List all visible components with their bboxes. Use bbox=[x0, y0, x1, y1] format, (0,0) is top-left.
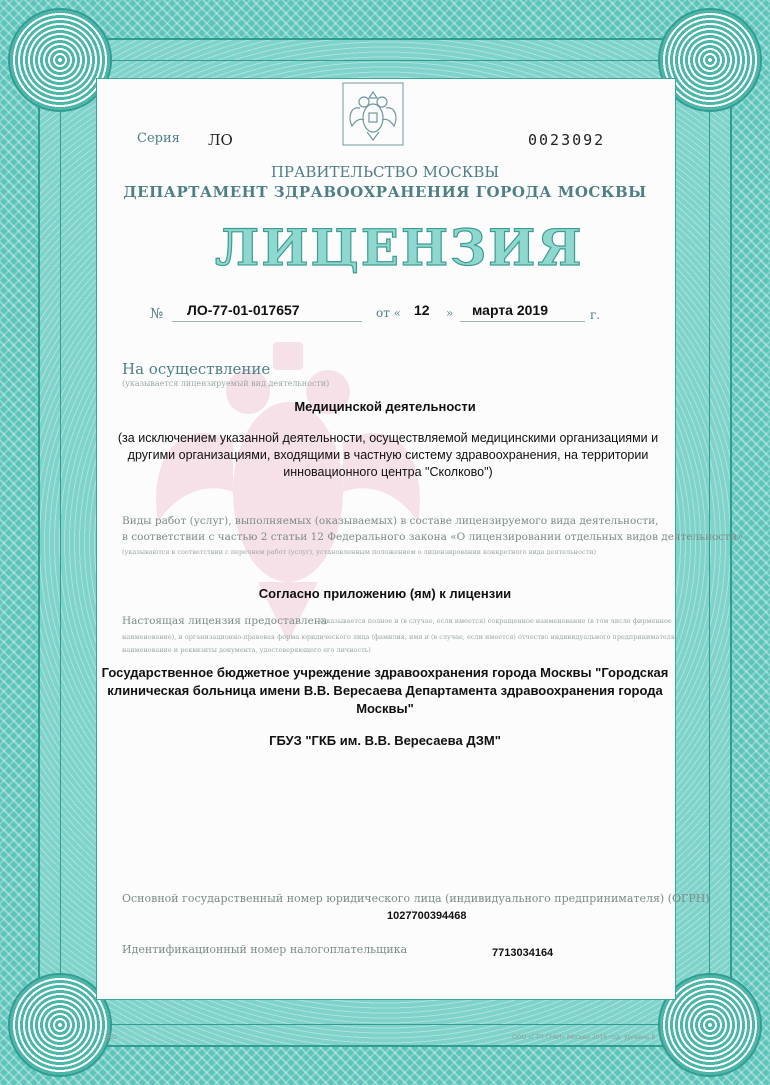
government-name: ПРАВИТЕЛЬСТВО МОСКВЫ bbox=[270, 163, 500, 181]
inn-label: Идентификационный номер налогоплательщика bbox=[122, 943, 408, 956]
activity-heading-note: (указывается лицензируемый вид деятельности) bbox=[122, 379, 330, 388]
activity-exclusion: (за исключением указанной деятельности, осуществляемой медицинскими организациями и другими организациями, входящими в частную систему здравоохранения, на территории инновационного центра "Сколково") bbox=[117, 431, 659, 479]
series-label: Серия bbox=[137, 131, 180, 146]
series-value: ЛО bbox=[208, 131, 233, 149]
holder-note-1: (указывается полное и (в случае, если имеется) сокращенное наименование (в том числе фирменное bbox=[320, 617, 672, 625]
license-month-year: марта 2019 bbox=[472, 302, 549, 318]
from-label: от « bbox=[376, 306, 402, 320]
number-underline bbox=[172, 321, 362, 322]
works-value: Согласно приложению (ям) к лицензии bbox=[258, 586, 512, 601]
holder-full-name: Государственное бюджетное учреждение здравоохранения города Москвы "Городская клиническая больница имени В.В. Вересаева Департамента здравоохранения города Москвы" bbox=[101, 665, 669, 716]
form-number: 0023092 bbox=[528, 131, 606, 149]
license-day: 12 bbox=[414, 302, 430, 318]
holder-note-3: наименование и реквизиты документа, удостоверяющего его личность) bbox=[122, 646, 371, 654]
ogrn-label: Основной государственный номер юридического лица (индивидуального предпринимателя) (ОГРН) bbox=[122, 892, 710, 905]
license-number: ЛО-77-01-017657 bbox=[187, 302, 300, 318]
holder-short-name: ГБУЗ "ГКБ им. В.В. Вересаева ДЗМ" bbox=[269, 733, 501, 748]
works-note: (указываются в соответствии с перечнем работ (услуг), установленным положением о лицензировании конкретного вида деятельности) bbox=[122, 548, 596, 556]
footer-left-code: ЗАО bbox=[104, 1034, 117, 1041]
ogrn-value: 1027700394468 bbox=[387, 910, 467, 922]
date-underline bbox=[460, 321, 585, 322]
holder-label: Настоящая лицензия предоставлена bbox=[122, 615, 328, 627]
holder-note-2: наименование), и организационно-правовая форма юридического лица (фамилия, имя и (в случае, если имеется) отчество индивидуального предпринимателя, bbox=[122, 633, 678, 641]
department-name: ДЕПАРТАМЕНТ ЗДРАВООХРАНЕНИЯ ГОРОДА МОСКВЫ bbox=[123, 183, 647, 201]
works-label-line1: Виды работ (услуг), выполняемых (оказываемых) в составе лицензируемого вида деятельности, bbox=[122, 515, 659, 527]
coat-of-arms-icon bbox=[342, 82, 404, 146]
activity-heading: На осуществление bbox=[122, 360, 271, 378]
license-title: ЛИЦЕНЗИЯ bbox=[215, 218, 584, 277]
works-label-line2: в соответствии с частью 2 статьи 12 Федерального закона «О лицензировании отдельных видов деятельности» bbox=[122, 531, 744, 543]
inn-value: 7713034164 bbox=[492, 947, 554, 959]
activity-name: Медицинской деятельности bbox=[294, 399, 476, 414]
footer-printer: ООО «ГТП ГРАН» Москва 2016 год. уровень Б bbox=[512, 1034, 656, 1041]
year-suffix: г. bbox=[590, 308, 601, 322]
day-close: » bbox=[446, 306, 454, 320]
number-label: № bbox=[150, 306, 164, 322]
